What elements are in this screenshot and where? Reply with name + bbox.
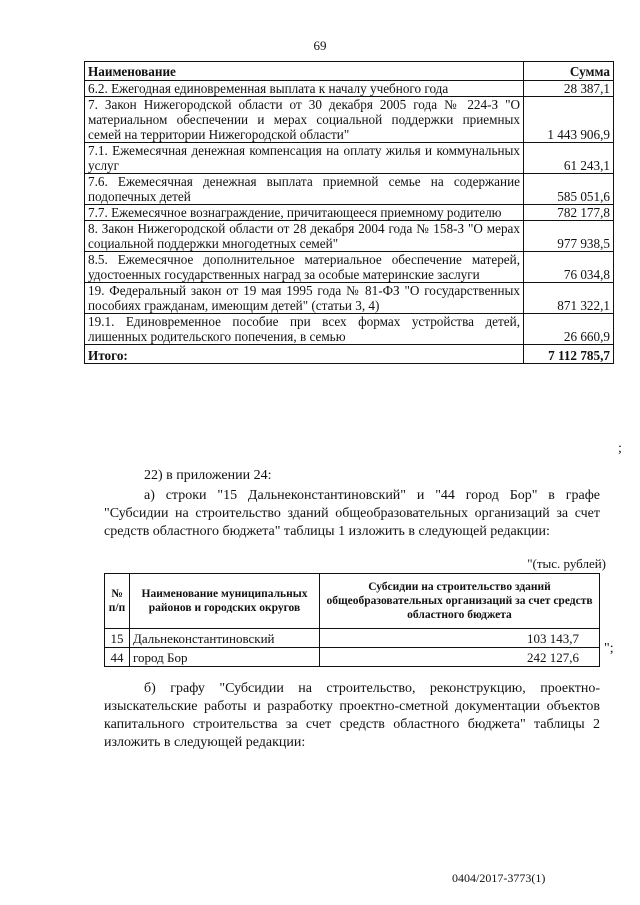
row-sum: 585 051,6	[524, 174, 614, 205]
table-row	[105, 629, 600, 648]
row-name: 7.7. Ежемесячное вознаграждение, причитающееся приемному родителю	[85, 205, 524, 221]
row-number: 44	[105, 648, 130, 667]
table-row	[85, 143, 614, 174]
row-municipality: город Бор	[130, 648, 320, 667]
header-name: Наименование	[85, 62, 524, 81]
table-row	[85, 252, 614, 283]
paragraph-22: 22) в приложении 24:	[144, 468, 272, 483]
table2-terminator: ";	[604, 641, 614, 656]
row-sum: 26 660,9	[524, 314, 614, 345]
table-header-row	[85, 62, 614, 81]
total-row	[85, 345, 614, 364]
row-sum: 61 243,1	[524, 143, 614, 174]
row-name: 19.1. Единовременное пособие при всех формах устройства детей, лишенных родительского попечения, в семью	[85, 314, 524, 345]
row-name: 19. Федеральный закон от 19 мая 1995 года № 81-ФЗ "О государственных пособиях гражданам, имеющим детей" (статьи 3, 4)	[85, 283, 524, 314]
table-row	[85, 314, 614, 345]
table-row	[85, 205, 614, 221]
header-sum: Сумма	[524, 62, 614, 81]
row-number: 15	[105, 629, 130, 648]
row-sum: 76 034,8	[524, 252, 614, 283]
table-row	[85, 221, 614, 252]
paragraph-a: а) строки "15 Дальнеконстантиновский" и "44 город Бор" в графе "Субсидии на строительство зданий общеобразовательных организаций за счет средств областного бюджета" таблицы 1 изложить в следующей редакции:	[104, 488, 600, 539]
budget-table	[84, 61, 614, 364]
row-sum: 782 177,8	[524, 205, 614, 221]
units-label: "(тыс. рублей)	[527, 556, 606, 571]
document-code: 0404/2017-3773(1)	[452, 871, 546, 885]
table-row	[85, 174, 614, 205]
header-number: № п/п	[105, 574, 130, 629]
row-name: 7. Закон Нижегородской области от 30 декабря 2005 года № 224-З "О материальном обеспечении и мерах социальной поддержки приемных семей на территории Нижегородской области"	[85, 97, 524, 143]
page-number: 69	[313, 38, 327, 53]
header-subsidy: Субсидии на строительство зданий общеобразовательных организаций за счет средств областного бюджета	[320, 574, 600, 629]
row-name: 7.6. Ежемесячная денежная выплата приемной семье на содержание подопечных детей	[85, 174, 524, 205]
table-row	[85, 283, 614, 314]
row-municipality: Дальнеконстантиновский	[130, 629, 320, 648]
table1-terminator: ;	[618, 441, 622, 456]
header-municipality: Наименование муниципальных районов и городских округов	[130, 574, 320, 629]
row-name: 7.1. Ежемесячная денежная компенсация на оплату жилья и коммунальных услуг	[85, 143, 524, 174]
total-sum: 7 112 785,7	[524, 345, 614, 364]
subsidy-table	[104, 573, 600, 667]
row-name: 6.2. Ежегодная единовременная выплата к началу учебного года	[85, 81, 524, 97]
row-subsidy: 242 127,6	[320, 648, 600, 667]
row-sum: 1 443 906,9	[524, 97, 614, 143]
row-sum: 871 322,1	[524, 283, 614, 314]
total-label: Итого:	[85, 345, 524, 364]
row-sum: 28 387,1	[524, 81, 614, 97]
table-header-row	[105, 574, 600, 629]
table-row	[85, 97, 614, 143]
row-subsidy: 103 143,7	[320, 629, 600, 648]
row-name: 8.5. Ежемесячное дополнительное материальное обеспечение матерей, удостоенных государственных наград за особые материнские заслуги	[85, 252, 524, 283]
row-name: 8. Закон Нижегородской области от 28 декабря 2004 года № 158-З "О мерах социальной поддержки многодетных семей"	[85, 221, 524, 252]
table-row	[105, 648, 600, 667]
paragraph-b: б) графу "Субсидии на строительство, реконструкцию, проектно-изыскательские работы и разработку проектно-сметной документации объектов капитального строительства за счет средств областного бюджета" таблицы 2 изложить в следующей редакции:	[104, 681, 600, 750]
table-row	[85, 81, 614, 97]
row-sum: 977 938,5	[524, 221, 614, 252]
